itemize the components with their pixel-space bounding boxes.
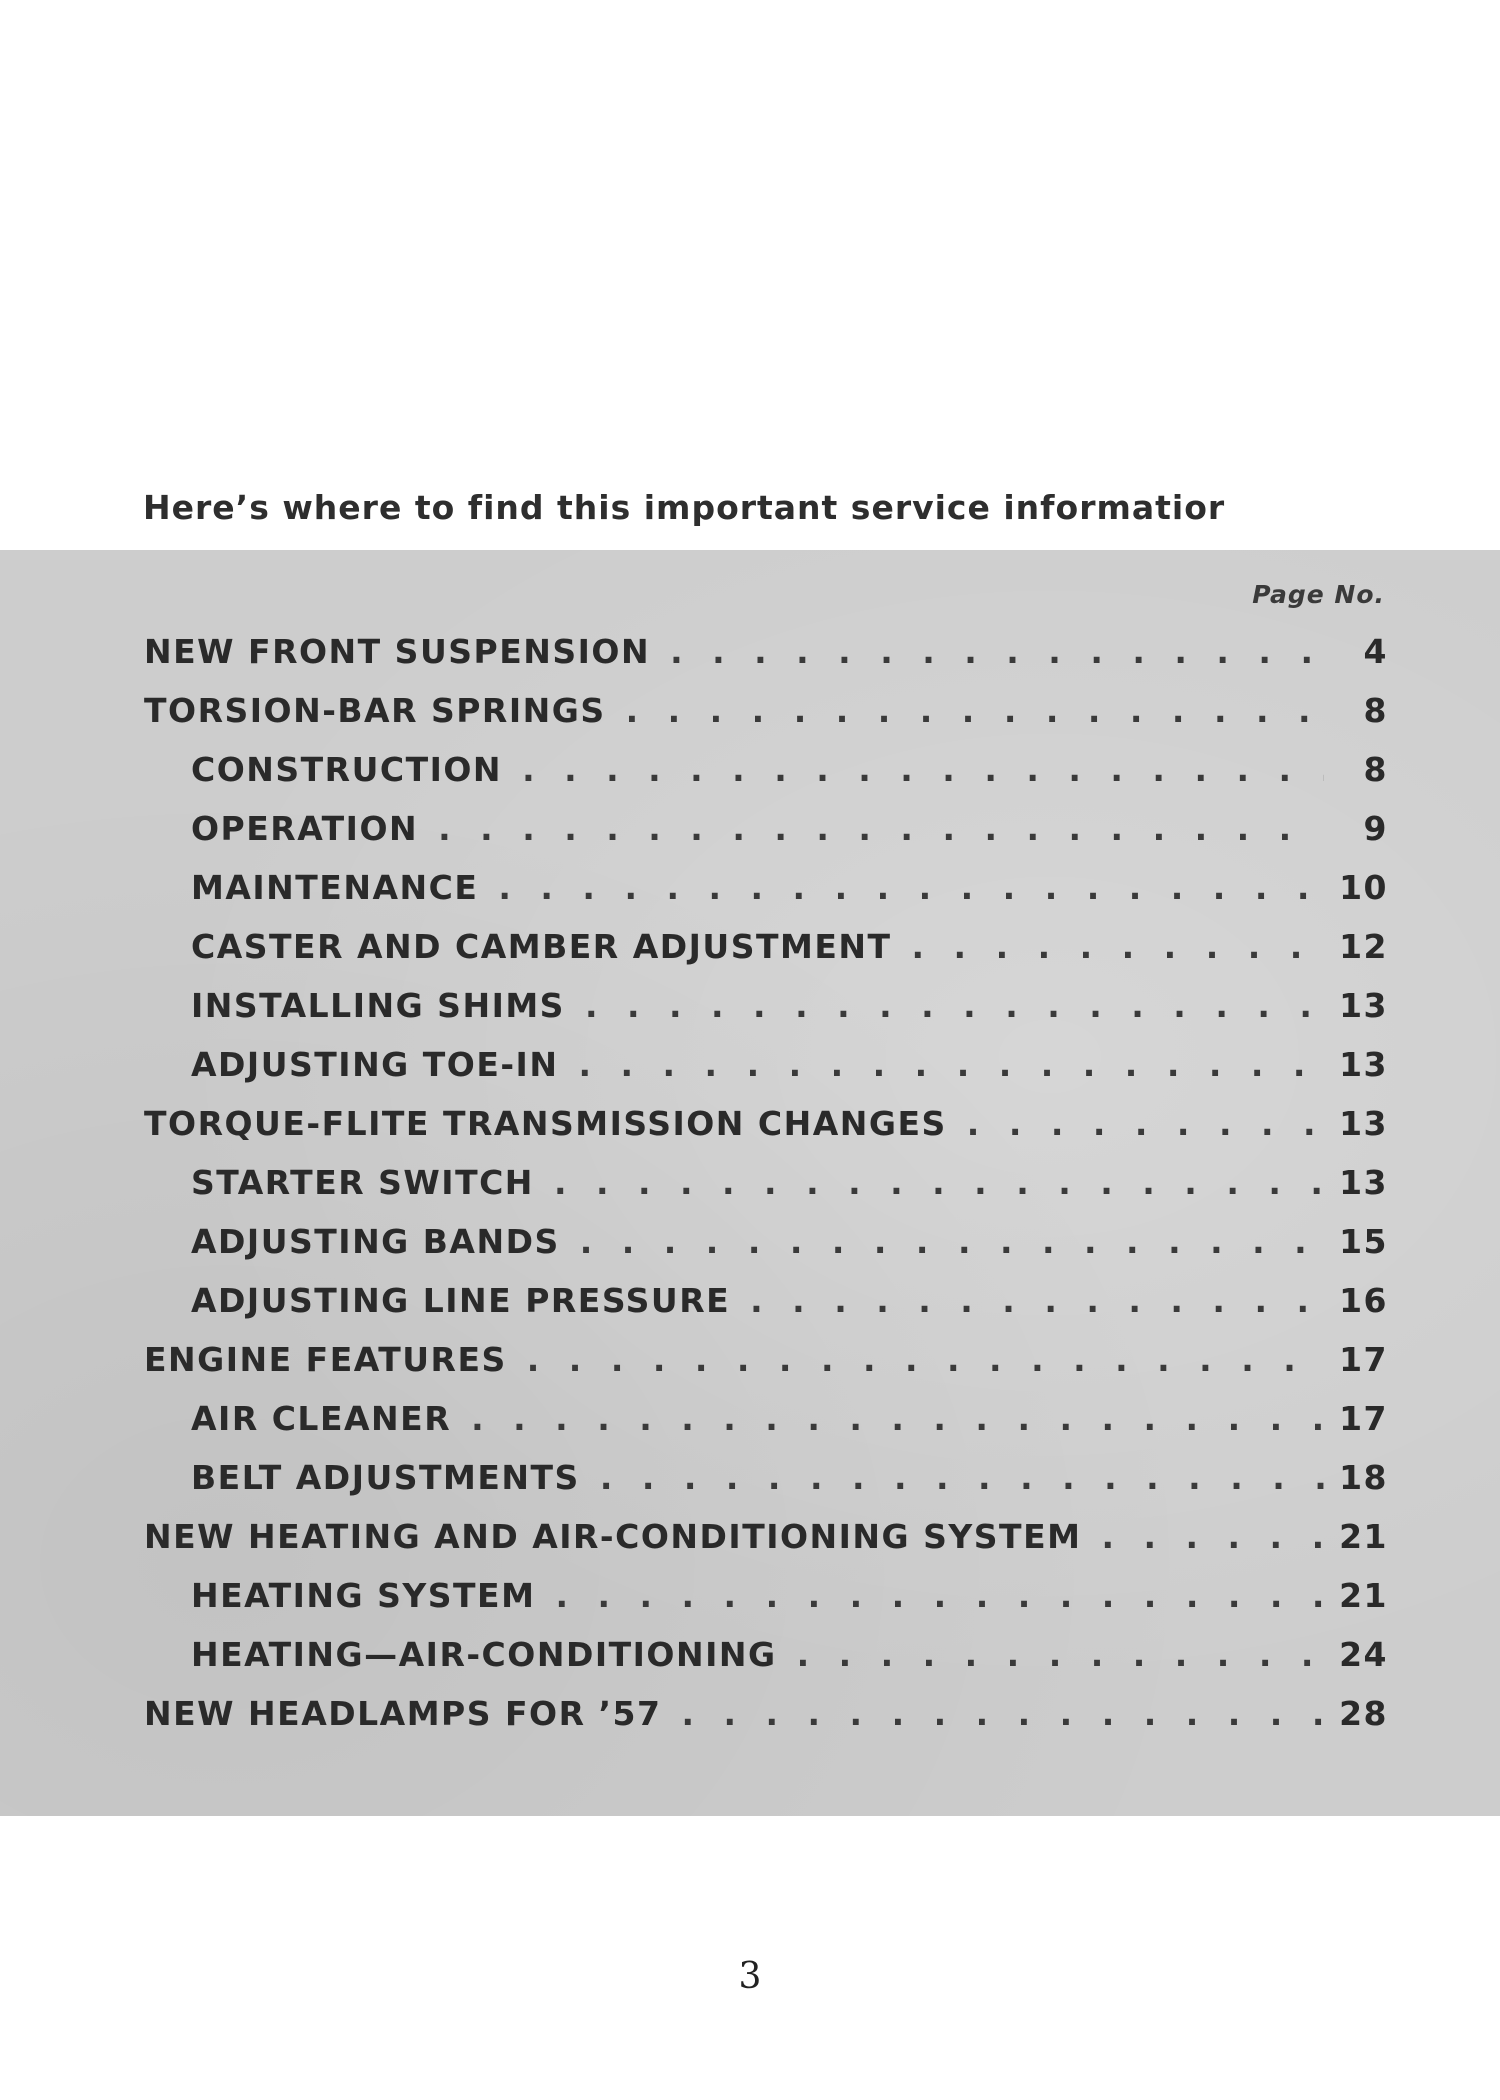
toc-entry-title: ADJUSTING TOE-IN	[191, 1045, 559, 1084]
toc-entry	[0, 1222, 1500, 1281]
toc-entry-page: 10	[1339, 868, 1388, 907]
table-of-contents	[0, 550, 1500, 1816]
dot-leader	[438, 809, 1324, 848]
toc-entry-title: TORSION-BAR SPRINGS	[144, 691, 606, 730]
toc-entry	[0, 1399, 1500, 1458]
dot-leader	[600, 1458, 1324, 1497]
dot-leader	[522, 750, 1324, 789]
dot-leader	[498, 868, 1324, 907]
toc-entry	[0, 1281, 1500, 1340]
toc-entry	[0, 1458, 1500, 1517]
toc-entry-title: INSTALLING SHIMS	[191, 986, 565, 1025]
toc-entry	[0, 927, 1500, 986]
toc-entry-title: MAINTENANCE	[191, 868, 479, 907]
toc-entry-title: TORQUE-FLITE TRANSMISSION CHANGES	[144, 1104, 947, 1143]
toc-entry-page: 21	[1339, 1517, 1388, 1556]
toc-entry-title: NEW HEADLAMPS FOR ’57	[144, 1694, 662, 1733]
toc-list	[0, 632, 1500, 1753]
toc-entry	[0, 1517, 1500, 1576]
dot-leader	[626, 691, 1324, 730]
toc-entry	[0, 750, 1500, 809]
toc-entry	[0, 632, 1500, 691]
toc-entry	[0, 1576, 1500, 1635]
toc-entry-page: 13	[1339, 986, 1388, 1025]
toc-entry-title: NEW HEATING AND AIR-CONDITIONING SYSTEM	[144, 1517, 1082, 1556]
toc-entry-page: 16	[1339, 1281, 1388, 1320]
toc-entry	[0, 868, 1500, 927]
dot-leader	[471, 1399, 1324, 1438]
toc-entry-page: 13	[1339, 1104, 1388, 1143]
dot-leader	[1101, 1517, 1324, 1556]
toc-entry-page: 8	[1363, 691, 1388, 730]
dot-leader	[554, 1163, 1324, 1202]
toc-entry-page: 15	[1339, 1222, 1388, 1261]
toc-entry-page: 24	[1339, 1635, 1388, 1674]
toc-entry-title: ADJUSTING BANDS	[191, 1222, 560, 1261]
toc-entry-title: CONSTRUCTION	[191, 750, 503, 789]
toc-entry-page: 17	[1339, 1340, 1388, 1379]
dot-leader	[555, 1576, 1324, 1615]
toc-entry-title: ENGINE FEATURES	[144, 1340, 507, 1379]
toc-entry-page: 21	[1339, 1576, 1388, 1615]
toc-entry	[0, 1694, 1500, 1753]
dot-leader	[580, 1222, 1324, 1261]
toc-entry-page: 12	[1339, 927, 1388, 966]
toc-entry-page: 8	[1363, 750, 1388, 789]
page-no-column-label: Page No.	[1252, 580, 1385, 609]
page-number: 3	[738, 1956, 762, 1997]
dot-leader	[670, 632, 1324, 671]
dot-leader	[527, 1340, 1324, 1379]
toc-entry	[0, 1635, 1500, 1694]
toc-entry	[0, 691, 1500, 750]
toc-entry-title: STARTER SWITCH	[191, 1163, 534, 1202]
toc-entry-title: ADJUSTING LINE PRESSURE	[191, 1281, 731, 1320]
toc-entry	[0, 1340, 1500, 1399]
toc-entry	[0, 1045, 1500, 1104]
toc-entry-page: 17	[1339, 1399, 1388, 1438]
toc-entry-page: 13	[1339, 1045, 1388, 1084]
dot-leader	[797, 1635, 1324, 1674]
toc-entry-title: CASTER AND CAMBER ADJUSTMENT	[191, 927, 892, 966]
dot-leader	[750, 1281, 1324, 1320]
toc-entry-page: 13	[1339, 1163, 1388, 1202]
toc-entry	[0, 809, 1500, 868]
toc-entry-page: 9	[1363, 809, 1388, 848]
toc-entry-title: HEATING—AIR-CONDITIONING	[191, 1635, 777, 1674]
toc-entry-title: NEW FRONT SUSPENSION	[144, 632, 651, 671]
dot-leader	[585, 986, 1324, 1025]
toc-entry	[0, 986, 1500, 1045]
dot-leader	[578, 1045, 1324, 1084]
toc-entry-page: 18	[1339, 1458, 1388, 1497]
toc-entry-title: OPERATION	[191, 809, 419, 848]
dot-leader	[681, 1694, 1324, 1733]
toc-entry-title: HEATING SYSTEM	[191, 1576, 536, 1615]
toc-entry-page: 28	[1339, 1694, 1388, 1733]
toc-entry-title: BELT ADJUSTMENTS	[191, 1458, 580, 1497]
intro-heading: Here’s where to find this important service informatior	[143, 488, 1226, 527]
dot-leader	[912, 927, 1324, 966]
dot-leader	[967, 1104, 1324, 1143]
toc-entry-title: AIR CLEANER	[191, 1399, 452, 1438]
toc-entry	[0, 1163, 1500, 1222]
toc-entry-page: 4	[1363, 632, 1388, 671]
toc-entry	[0, 1104, 1500, 1163]
